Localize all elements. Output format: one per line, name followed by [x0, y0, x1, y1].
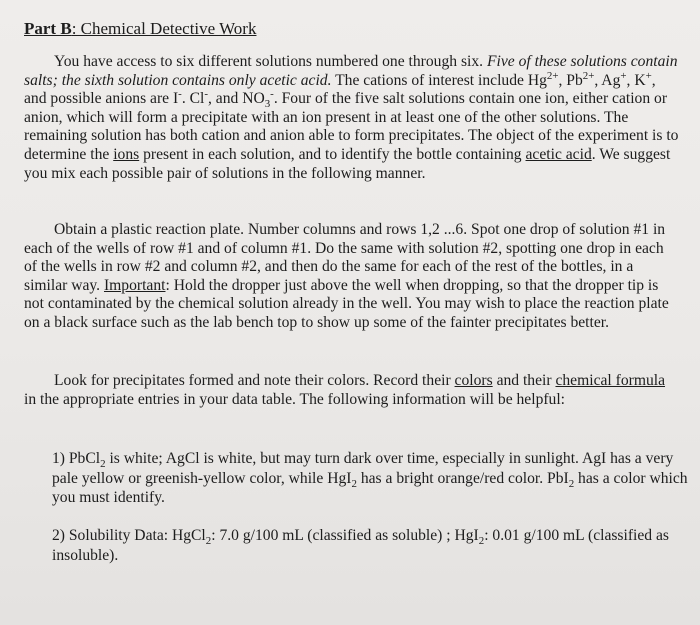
superscript: +: [620, 69, 627, 82]
observations-text: in the appropriate entries in your data table. The following information will be helpful:: [24, 390, 566, 408]
procedure-text: : Hold the dropper just above the well when dropping, so that the dropper tip is not contaminated by the chemical solution already in the well. You may wish to place the reaction plate on a black surface such as the lab bench top to show up some of the fainter precipitates better.: [24, 276, 669, 331]
cation-text: , Pb: [558, 71, 583, 89]
subscript: 2: [205, 535, 212, 548]
cation-text: , Ag: [594, 71, 621, 89]
title-part-label: Part B: [24, 19, 72, 38]
superscript: -: [178, 88, 182, 100]
observations-text: Look for precipitates formed and note their colors. Record their: [54, 372, 451, 389]
list-text: is white; AgCl is white, but may turn dark over time, especially in sunlight. AgI has a very pale yellow or greenish-yellow color, while HgI: [52, 450, 674, 487]
anion-text: , and NO: [207, 90, 265, 108]
list-text: : 0.01 g/100 mL (classified as insoluble).: [52, 527, 669, 564]
superscript: -: [204, 88, 208, 100]
list-text: 1) PbCl: [52, 450, 101, 467]
acetic-acid-underlined: acetic acid: [525, 145, 592, 163]
list-text: 2) Solubility Data: HgCl: [52, 527, 206, 544]
colors-underlined: colors: [454, 372, 493, 389]
list-text: has a bright orange/red color. PbI: [360, 469, 569, 487]
list-item-colors: [52, 449, 698, 508]
intro-body-text: present in each solution, and to identify the bottle containing: [143, 145, 522, 163]
important-underlined: Important: [103, 276, 166, 294]
superscript: 2+: [582, 69, 595, 82]
intro-sentence-1: You have access to six different solutions numbered one through six.: [54, 53, 484, 70]
intro-italic-sentence: Five of these solutions contain salts; the sixth solution contains only acetic acid.: [24, 53, 678, 89]
superscript: +: [645, 69, 652, 82]
list-text: : 7.0 g/100 mL (classified as soluble) ; HgI: [211, 527, 479, 544]
subscript: 2: [478, 535, 485, 548]
anions-text: , and possible anions are I: [24, 71, 656, 108]
title-text: : Chemical Detective Work: [71, 19, 257, 38]
cation-text: , K: [626, 71, 646, 89]
procedure-text: Obtain a plastic reaction plate. Number columns and rows 1,2 ...6. Spot one drop of solution #1 in each of the wells of row #1 and of column #1. Do the same with solution #2, spotting one drop in each of the wells in row #2 and column #2, and then do the same for each of the rest of the bottles, in a similar way.: [24, 221, 666, 294]
subscript: 2: [351, 477, 357, 490]
list-text: has a color which you must identify.: [52, 469, 688, 506]
list-item-solubility: [52, 526, 698, 565]
cations-text: The cations of interest include Hg: [335, 71, 547, 89]
paragraph-procedure: [24, 221, 680, 333]
intro-body-text: . Four of the five salt solutions contain one ion, either cation or anion, which will form a precipitate with an ion present in at least one of the other solutions. The remaining solution has both cation and anion able to form precipitates. The object of the experiment is to determine the: [24, 90, 679, 163]
subscript: 2: [100, 458, 106, 471]
intro-body-text: . We suggest you mix each possible pair of solutions in the following manner.: [24, 145, 671, 182]
observations-text: and their: [496, 372, 552, 389]
section-title: [24, 19, 256, 39]
ions-underlined: ions: [113, 145, 140, 163]
superscript: -: [270, 88, 274, 100]
subscript: 2: [568, 477, 575, 490]
chemical-formula-underlined: chemical formula: [555, 372, 666, 389]
anion-text: . Cl: [181, 90, 205, 108]
paragraph-intro: [24, 53, 680, 183]
subscript: 3: [264, 98, 271, 111]
paragraph-observations: [24, 372, 680, 409]
superscript: 2+: [546, 69, 559, 82]
